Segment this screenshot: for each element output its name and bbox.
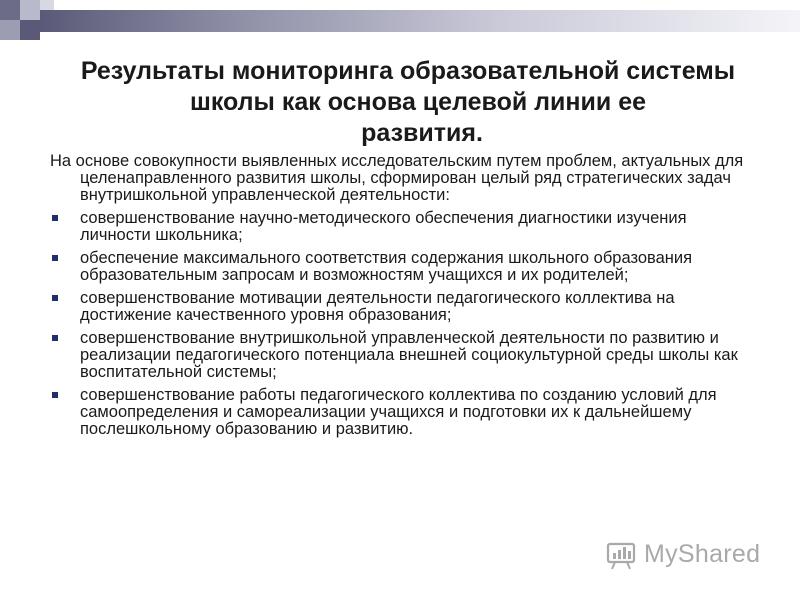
list-item-text: совершенствование мотивации деятельности педагогического коллектива на достижение качественного уровня образования;	[80, 289, 675, 324]
task-list	[50, 210, 750, 438]
list-item	[50, 387, 750, 438]
list-item	[50, 290, 750, 324]
header-square	[0, 0, 20, 20]
intro-paragraph: На основе совокупности выявленных исследовательским путем проблем, актуальных для целенаправленного развития школы, сформирован целый ряд стратегических задач внутришкольной управленческой деятельности:	[50, 152, 744, 204]
list-item	[50, 210, 750, 244]
square-bullet-icon	[52, 215, 58, 221]
bar-chart-icon	[606, 538, 638, 570]
list-item-text: совершенствование научно-методического обеспечения диагностики изучения личности школьника;	[80, 209, 687, 244]
watermark-text: MyShared	[644, 540, 761, 568]
slide-title-line: развития.	[361, 119, 483, 147]
list-item-text: совершенствование внутришкольной управленческой деятельности по развитию и реализации педагогического потенциала внешней социокультурной среды школы как воспитательной системы;	[80, 329, 738, 381]
decorative-header-band	[0, 0, 800, 40]
list-item	[50, 250, 750, 284]
square-bullet-icon	[52, 295, 58, 301]
header-square	[0, 20, 20, 40]
slide-title-line: Результаты мониторинга образовательной системы	[80, 57, 736, 85]
square-bullet-icon	[52, 335, 58, 341]
slide-title	[48, 56, 768, 149]
watermark-logo	[606, 538, 766, 570]
header-square	[20, 0, 40, 20]
header-square	[20, 20, 40, 40]
header-gradient-bar	[40, 10, 800, 32]
square-bullet-icon	[52, 392, 58, 398]
slide-title-line: школы как основа целевой линии ее	[189, 88, 647, 116]
list-item-text: обеспечение максимального соответствия содержания школьного образования образовательным запросам и возможностям учащихся и их родителей;	[80, 249, 693, 284]
slide-body	[50, 153, 750, 438]
square-bullet-icon	[52, 255, 58, 261]
list-item	[50, 330, 750, 381]
list-item-text: совершенствование работы педагогического коллектива по созданию условий для самоопределения и самореализации учащихся и подготовки их к дальнейшему послешкольному образованию и развитию.	[80, 386, 717, 438]
header-square	[40, 0, 54, 10]
